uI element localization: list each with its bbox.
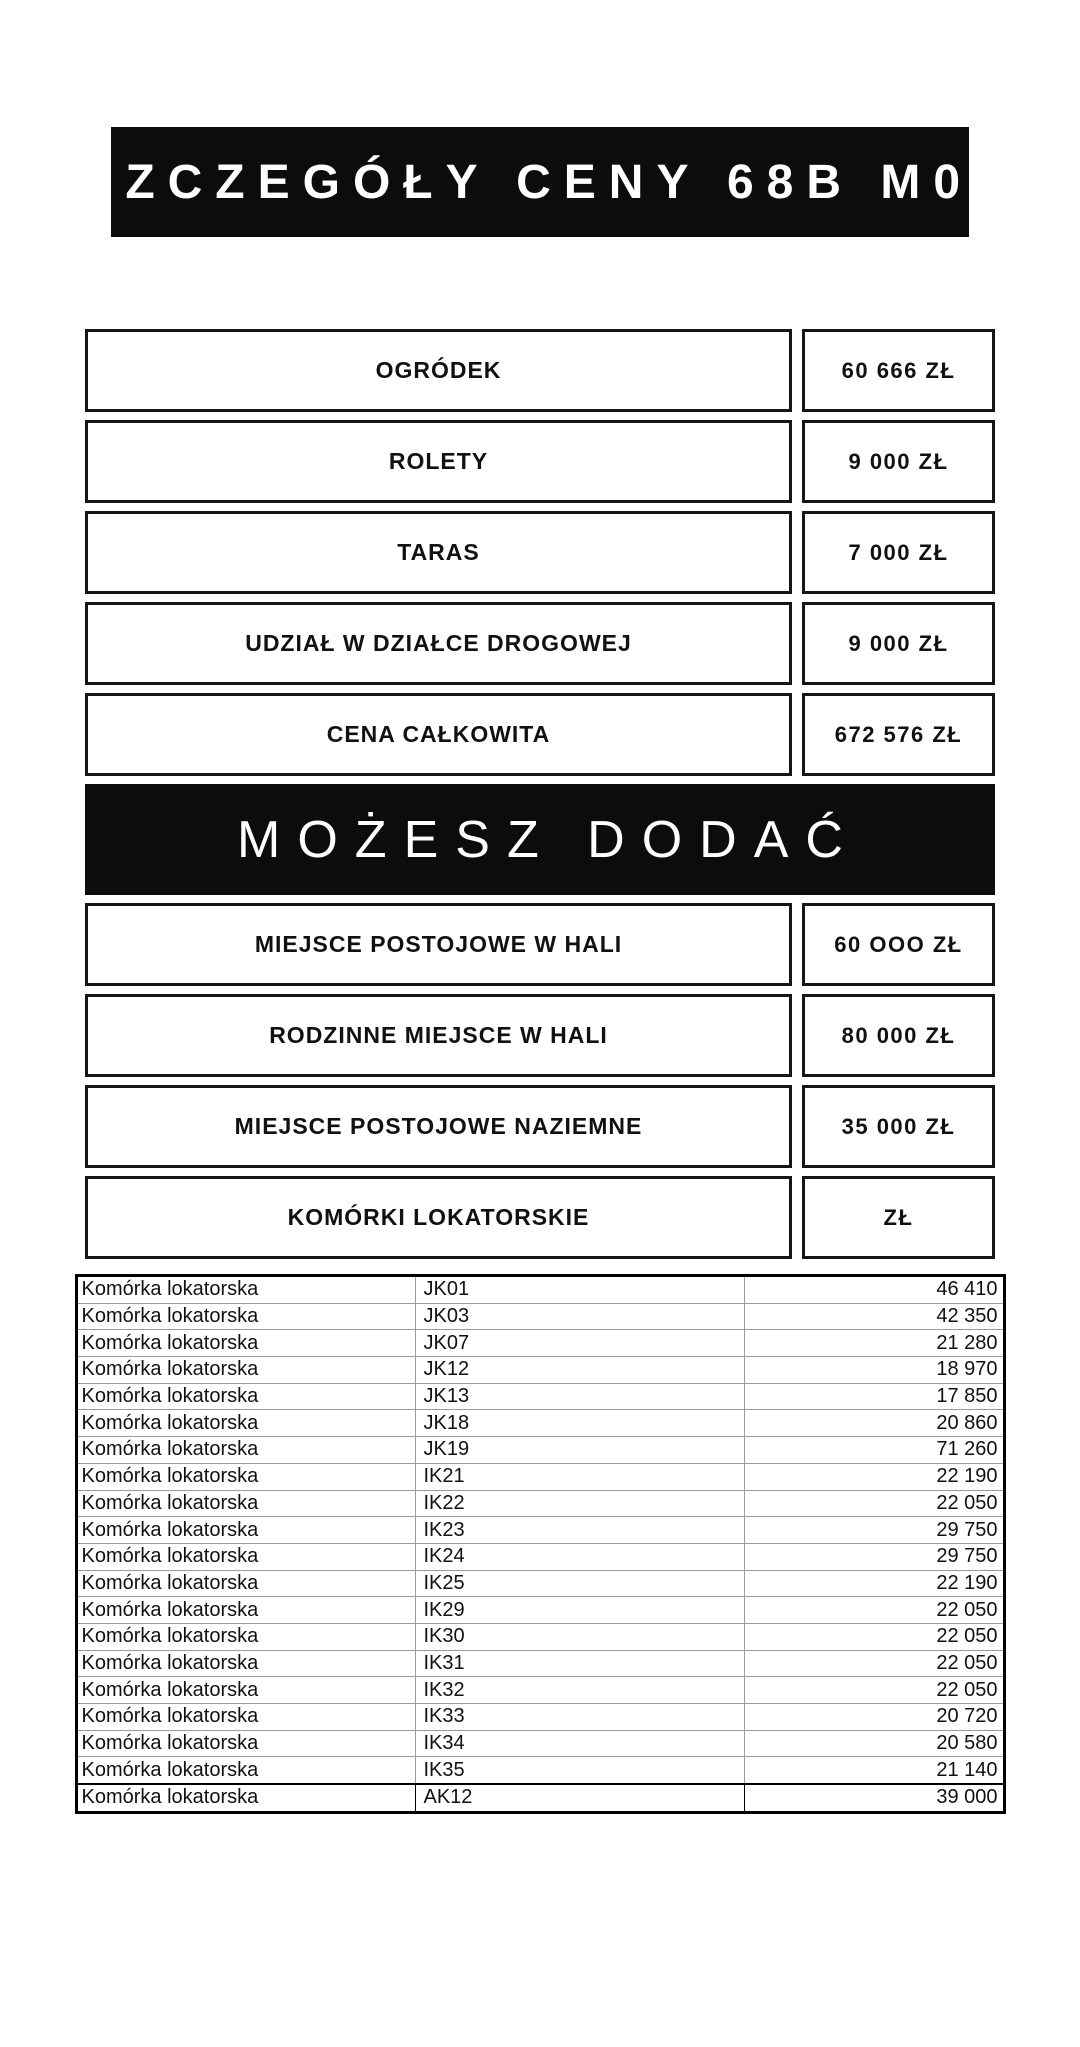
table-row (76, 1463, 1004, 1490)
table-row (76, 1303, 1004, 1330)
table-row (76, 1517, 1004, 1544)
addon-row (85, 1176, 995, 1259)
price-row (85, 329, 995, 412)
table-cell-name: Komórka lokatorska (76, 1757, 415, 1784)
addon-row (85, 1085, 995, 1168)
price-row-label-box (85, 511, 792, 594)
table-cell-price: 18 970 (744, 1357, 1004, 1384)
price-row-value-box (802, 693, 995, 776)
page-title (80, 127, 1013, 237)
table-cell-price: 39 000 (744, 1784, 1004, 1812)
table-cell-code: IK22 (415, 1490, 744, 1517)
table-cell-name: Komórka lokatorska (76, 1490, 415, 1517)
table-cell-price: 22 190 (744, 1463, 1004, 1490)
table-cell-name: Komórka lokatorska (76, 1410, 415, 1437)
table-row (76, 1704, 1004, 1731)
table-row (76, 1410, 1004, 1437)
table-cell-price: 21 140 (744, 1757, 1004, 1784)
table-cell-price: 20 580 (744, 1730, 1004, 1757)
table-row (76, 1677, 1004, 1704)
table-cell-code: JK12 (415, 1357, 744, 1384)
table-cell-name: Komórka lokatorska (76, 1704, 415, 1731)
addon-row-value-box (802, 1085, 995, 1168)
price-row-value-box (802, 511, 995, 594)
addon-row-label: KOMÓRKI LOKATORSKIE (287, 1204, 590, 1230)
price-row (85, 693, 995, 776)
table-cell-code: AK12 (415, 1784, 744, 1812)
table-row (76, 1357, 1004, 1384)
addons-section (85, 903, 995, 1259)
price-row-label-box (85, 420, 792, 503)
table-cell-name: Komórka lokatorska (76, 1677, 415, 1704)
price-row-label-box (85, 329, 792, 412)
table-cell-price: 71 260 (744, 1437, 1004, 1464)
table-row (76, 1570, 1004, 1597)
price-row-value-box (802, 420, 995, 503)
addon-row-label-box (85, 994, 792, 1077)
table-cell-name: Komórka lokatorska (76, 1543, 415, 1570)
table-cell-price: 20 860 (744, 1410, 1004, 1437)
price-row-value-box (802, 602, 995, 685)
storage-units-table-body (76, 1276, 1004, 1813)
table-row (76, 1490, 1004, 1517)
price-row-label: UDZIAŁ W DZIAŁCE DROGOWEJ (245, 630, 632, 656)
table-cell-price: 42 350 (744, 1303, 1004, 1330)
table-row (76, 1383, 1004, 1410)
table-row (76, 1276, 1004, 1304)
table-cell-price: 17 850 (744, 1383, 1004, 1410)
price-row-value: 9 000 ZŁ (848, 630, 949, 656)
addon-row-value-box (802, 1176, 995, 1259)
table-row (76, 1784, 1004, 1812)
table-row (76, 1650, 1004, 1677)
table-cell-name: Komórka lokatorska (76, 1784, 415, 1812)
price-row-label: CENA CAŁKOWITA (326, 721, 551, 747)
table-row (76, 1757, 1004, 1784)
table-cell-name: Komórka lokatorska (76, 1517, 415, 1544)
table-cell-code: JK18 (415, 1410, 744, 1437)
addon-row-value: 35 000 ZŁ (841, 1113, 956, 1139)
table-cell-name: Komórka lokatorska (76, 1463, 415, 1490)
table-row (76, 1597, 1004, 1624)
table-row (76, 1730, 1004, 1757)
addon-row-value: 80 000 ZŁ (841, 1022, 956, 1048)
table-cell-name: Komórka lokatorska (76, 1597, 415, 1624)
addon-row (85, 903, 995, 986)
addon-row-value-box (802, 903, 995, 986)
table-cell-code: JK19 (415, 1437, 744, 1464)
addon-row-label: MIEJSCE POSTOJOWE W HALI (254, 931, 623, 957)
table-cell-name: Komórka lokatorska (76, 1303, 415, 1330)
price-row-value: 9 000 ZŁ (848, 448, 949, 474)
table-cell-name: Komórka lokatorska (76, 1276, 415, 1304)
price-row-label-box (85, 693, 792, 776)
addon-row-label-box (85, 903, 792, 986)
addons-banner (85, 784, 995, 895)
table-row (76, 1330, 1004, 1357)
table-cell-name: Komórka lokatorska (76, 1730, 415, 1757)
addon-row-label: RODZINNE MIEJSCE W HALI (269, 1022, 608, 1048)
table-cell-code: IK24 (415, 1543, 744, 1570)
table-row (76, 1437, 1004, 1464)
table-cell-code: JK07 (415, 1330, 744, 1357)
price-row (85, 420, 995, 503)
table-cell-price: 22 050 (744, 1650, 1004, 1677)
table-cell-price: 21 280 (744, 1330, 1004, 1357)
table-cell-code: IK33 (415, 1704, 744, 1731)
price-row-value-box (802, 329, 995, 412)
addon-row-value: 60 OOO ZŁ (834, 931, 963, 957)
addons-banner-text: MOŻESZ DODAĆ (237, 810, 860, 869)
price-row-value: 7 000 ZŁ (848, 539, 949, 565)
table-cell-name: Komórka lokatorska (76, 1357, 415, 1384)
price-row (85, 602, 995, 685)
addon-row-value-box (802, 994, 995, 1077)
table-cell-name: Komórka lokatorska (76, 1623, 415, 1650)
table-cell-name: Komórka lokatorska (76, 1437, 415, 1464)
price-row-label: OGRÓDEK (375, 357, 502, 383)
price-row-label-box (85, 602, 792, 685)
table-cell-price: 29 750 (744, 1543, 1004, 1570)
table-cell-code: IK23 (415, 1517, 744, 1544)
addon-row-label: MIEJSCE POSTOJOWE NAZIEMNE (234, 1113, 643, 1139)
price-row (85, 511, 995, 594)
addon-row-label-box (85, 1085, 792, 1168)
table-cell-code: JK01 (415, 1276, 744, 1304)
table-cell-code: JK13 (415, 1383, 744, 1410)
table-cell-name: Komórka lokatorska (76, 1383, 415, 1410)
table-cell-price: 22 050 (744, 1623, 1004, 1650)
table-cell-price: 29 750 (744, 1517, 1004, 1544)
price-row-label: TARAS (397, 539, 480, 565)
table-cell-code: IK25 (415, 1570, 744, 1597)
table-row (76, 1623, 1004, 1650)
table-cell-price: 22 190 (744, 1570, 1004, 1597)
table-cell-code: IK29 (415, 1597, 744, 1624)
storage-units-table (75, 1274, 1006, 1814)
price-row-value: 60 666 ZŁ (841, 357, 956, 383)
price-details-section (85, 329, 995, 776)
table-cell-price: 22 050 (744, 1597, 1004, 1624)
addon-row (85, 994, 995, 1077)
table-cell-code: IK34 (415, 1730, 744, 1757)
table-cell-name: Komórka lokatorska (76, 1330, 415, 1357)
addon-row-value: ZŁ (883, 1204, 914, 1230)
table-cell-name: Komórka lokatorska (76, 1650, 415, 1677)
table-cell-price: 22 050 (744, 1677, 1004, 1704)
addon-row-label-box (85, 1176, 792, 1259)
table-cell-price: 46 410 (744, 1276, 1004, 1304)
price-row-value: 672 576 ZŁ (834, 721, 963, 747)
table-cell-price: 20 720 (744, 1704, 1004, 1731)
table-cell-code: IK35 (415, 1757, 744, 1784)
table-cell-price: 22 050 (744, 1490, 1004, 1517)
price-row-label: ROLETY (388, 448, 489, 474)
table-cell-code: IK32 (415, 1677, 744, 1704)
table-cell-code: IK21 (415, 1463, 744, 1490)
table-row (76, 1543, 1004, 1570)
table-cell-name: Komórka lokatorska (76, 1570, 415, 1597)
table-cell-code: IK31 (415, 1650, 744, 1677)
price-sheet (85, 329, 995, 1259)
table-cell-code: JK03 (415, 1303, 744, 1330)
table-cell-code: IK30 (415, 1623, 744, 1650)
page-title-text: SZCZEGÓŁY CENY 68B M02 (80, 155, 1013, 209)
